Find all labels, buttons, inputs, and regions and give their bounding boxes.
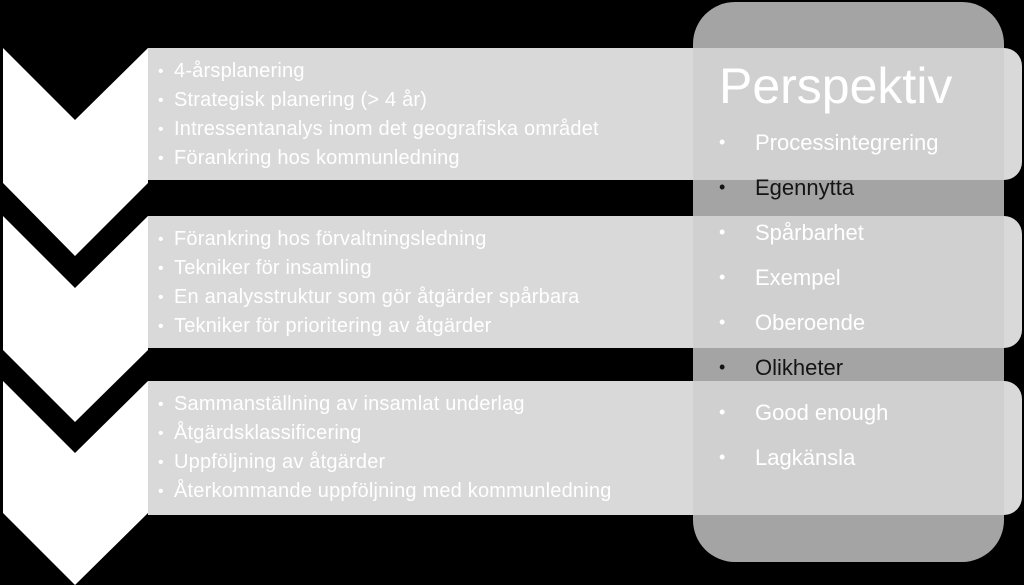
stage-item: • En analysstruktur som gör åtgärder spårbara <box>158 283 1022 312</box>
perspective-item: • Lagkänsla <box>719 435 1004 480</box>
stage-item: • Tekniker för insamling <box>158 254 1022 283</box>
stage-item: • Förankring hos förvaltningsledning <box>158 225 1022 254</box>
perspective-item: • Exempel <box>719 255 1004 300</box>
stage-item: • Strategisk planering (> 4 år) <box>158 86 1022 115</box>
perspective-item: • Oberoende <box>719 300 1004 345</box>
perspective-panel <box>693 2 1004 562</box>
chevron-stage-1 <box>3 48 148 256</box>
stage-item: • Sammanställning av insamlat underlag <box>158 390 1022 419</box>
perspective-item: • Olikheter <box>719 345 1004 390</box>
perspective-item: • Processintegrering <box>719 120 1004 165</box>
perspective-item: • Spårbarhet <box>719 210 1004 255</box>
stage-item: • Uppföljning av åtgärder <box>158 448 1022 477</box>
stage-item: • Förankring hos kommunledning <box>158 144 1022 173</box>
stage-item: • Tekniker för prioritering av åtgärder <box>158 312 1022 341</box>
stage-item: • 4-årsplanering <box>158 57 1022 86</box>
perspective-title: Perspektiv <box>719 58 953 114</box>
stage-item: • Intressentanalys inom det geografiska området <box>158 115 1022 144</box>
perspective-list <box>719 120 1004 480</box>
perspective-item: • Good enough <box>719 390 1004 435</box>
stage-item: • Åtgärdsklassificering <box>158 419 1022 448</box>
stage-item: • Återkommande uppföljning med kommunledning <box>158 477 1022 506</box>
perspective-item: • Egennytta <box>719 165 1004 210</box>
